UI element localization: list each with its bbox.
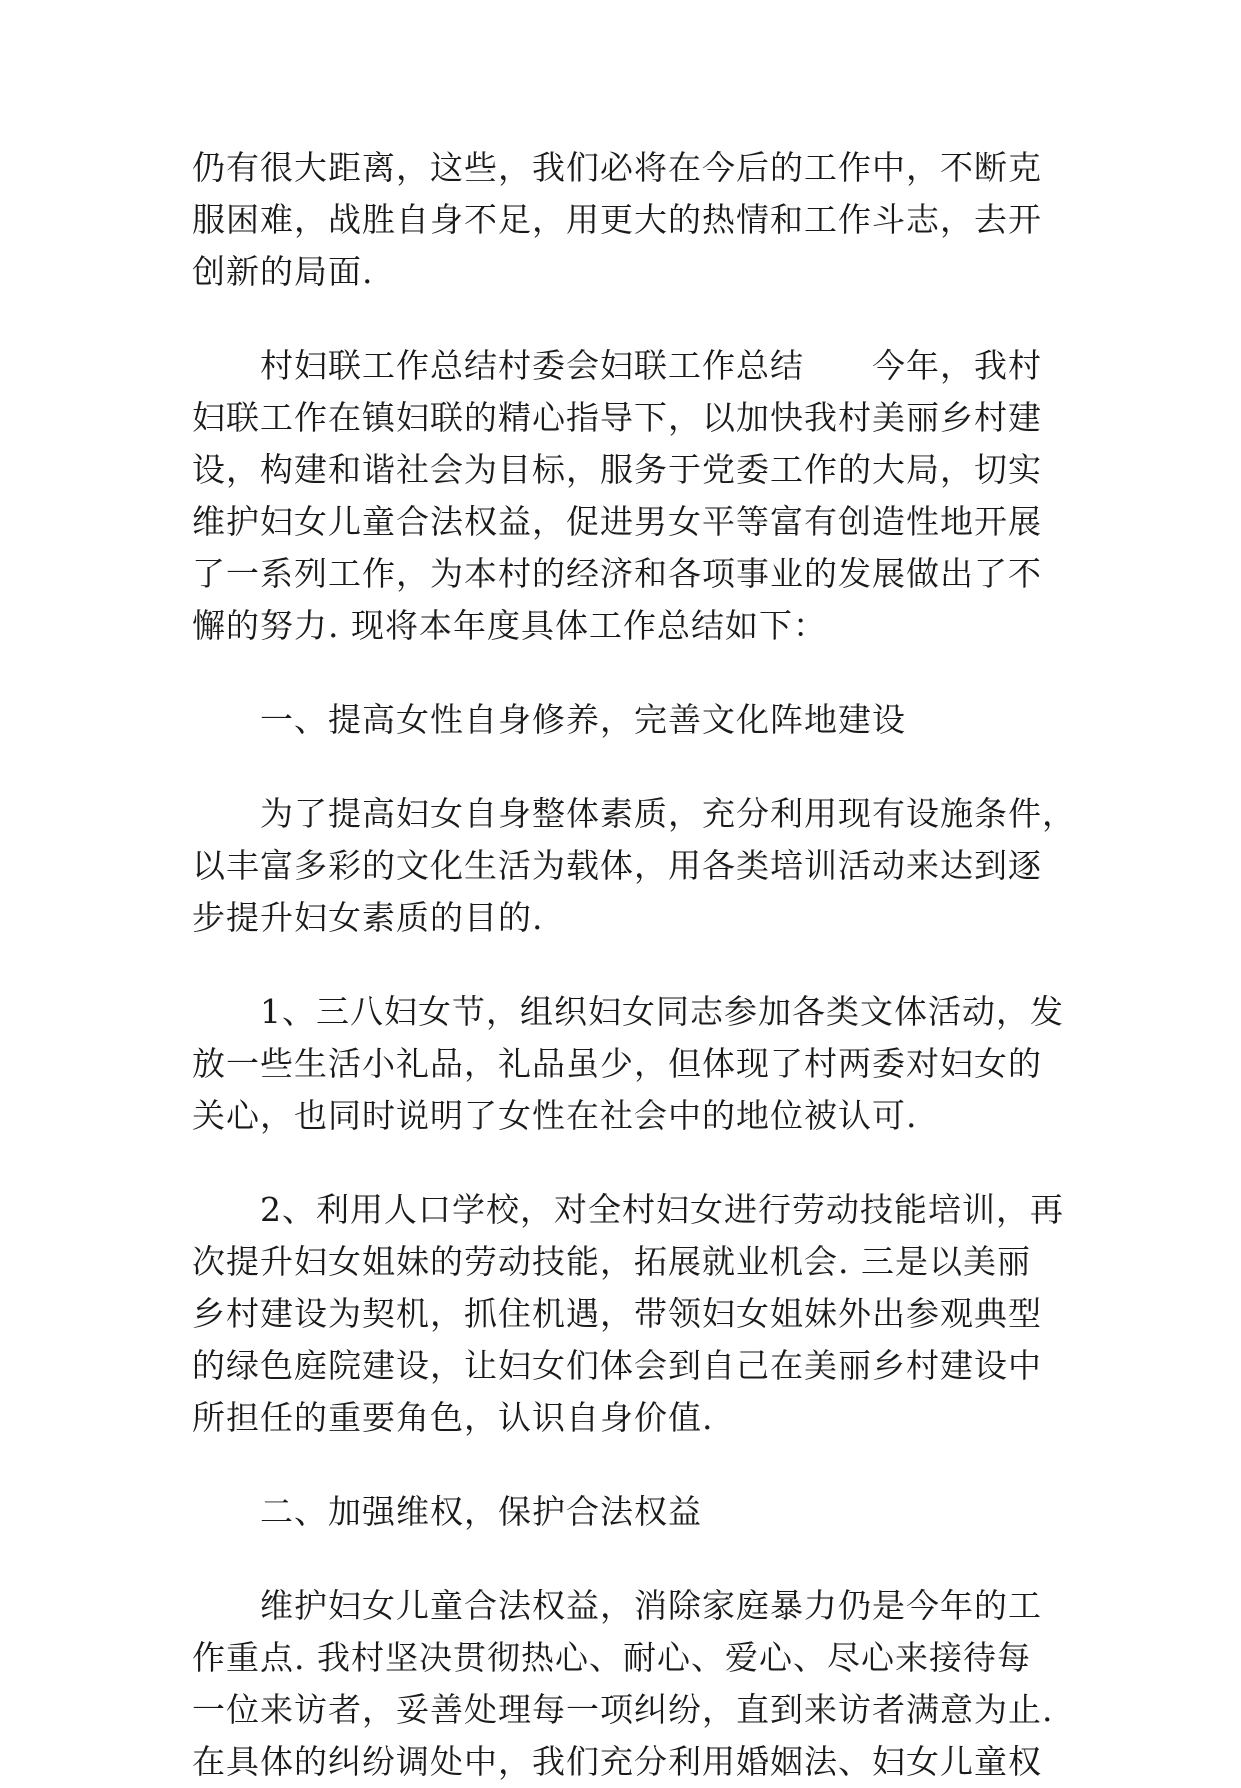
paragraph-gap: [192, 298, 1072, 340]
text-line: 所担任的重要角色，认识自身价值.: [192, 1398, 714, 1437]
text-line: 设，构建和谐社会为目标，服务于党委工作的大局，切实: [192, 450, 1042, 489]
text-line: 服困难，战胜自身不足，用更大的热情和工作斗志，去开: [192, 200, 1042, 239]
text-line: 维护妇女儿童合法权益，消除家庭暴力仍是今年的工: [192, 1586, 1042, 1625]
text-line: 作重点. 我村坚决贯彻热心、耐心、爱心、尽心来接待每: [192, 1638, 1031, 1677]
text-line: 次提升妇女姐妹的劳动技能，拓展就业机会. 三是以美丽: [192, 1242, 1031, 1281]
text-line: 二、加强维权，保护合法权益: [192, 1492, 702, 1531]
text-line: 创新的局面.: [192, 252, 374, 291]
text-line: 一位来访者，妥善处理每一项纠纷，直到来访者满意为止.: [192, 1690, 1054, 1729]
text-line: 1、三八妇女节，组织妇女同志参加各类文体活动，发: [192, 992, 1064, 1031]
paragraph-gap: [192, 746, 1072, 788]
paragraph-gap: [192, 944, 1072, 986]
paragraph: [192, 788, 1076, 944]
paragraph-gap: [192, 1444, 1072, 1486]
paragraph: [192, 142, 1072, 298]
text-line: 步提升妇女素质的目的.: [192, 898, 544, 937]
paragraph-gap: [192, 652, 1072, 694]
text-line: 仍有很大距离，这些，我们必将在今后的工作中，不断克: [192, 148, 1042, 187]
text-line: 妇联工作在镇妇联的精心指导下，以加快我村美丽乡村建: [192, 398, 1042, 437]
paragraph: [192, 340, 1072, 652]
document-body: [192, 142, 1076, 1788]
text-line: 放一些生活小礼品，礼品虽少，但体现了村两委对妇女的: [192, 1044, 1042, 1083]
paragraph-gap: [192, 1538, 1072, 1580]
paragraph: [192, 1580, 1072, 1788]
text-line: 懈的努力. 现将本年度具体工作总结如下：: [192, 606, 827, 645]
text-line: 村妇联工作总结村委会妇联工作总结 今年，我村: [192, 346, 1042, 385]
text-line: 2、利用人口学校，对全村妇女进行劳动技能培训，再: [192, 1190, 1064, 1229]
text-line: 维护妇女儿童合法权益，促进男女平等富有创造性地开展: [192, 502, 1042, 541]
text-line: 在具体的纠纷调处中，我们充分利用婚姻法、妇女儿童权: [192, 1742, 1042, 1781]
text-line: 的绿色庭院建设，让妇女们体会到自己在美丽乡村建设中: [192, 1346, 1042, 1385]
section-heading: [192, 694, 1072, 746]
text-line: 以丰富多彩的文化生活为载体，用各类培训活动来达到逐: [192, 846, 1042, 885]
text-line: 一、提高女性自身修养，完善文化阵地建设: [192, 700, 906, 739]
text-line: 为了提高妇女自身整体素质，充分利用现有设施条件，: [192, 794, 1076, 833]
text-line: 了一系列工作，为本村的经济和各项事业的发展做出了不: [192, 554, 1042, 593]
section-heading: [192, 1486, 1072, 1538]
paragraph: [192, 1184, 1072, 1444]
paragraph-gap: [192, 1142, 1072, 1184]
text-line: 关心，也同时说明了女性在社会中的地位被认可.: [192, 1096, 918, 1135]
paragraph: [192, 986, 1072, 1142]
text-line: 乡村建设为契机，抓住机遇，带领妇女姐妹外出参观典型: [192, 1294, 1042, 1333]
